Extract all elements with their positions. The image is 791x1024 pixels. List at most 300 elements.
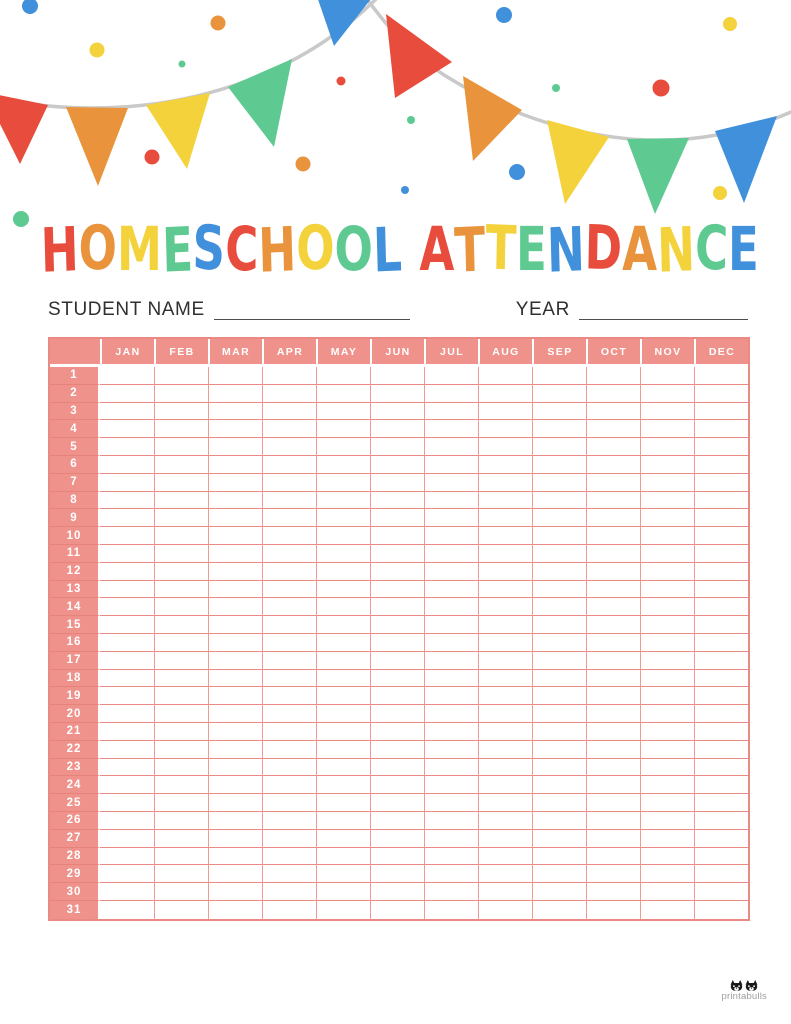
attendance-cell-nov-13[interactable] [640,581,694,599]
attendance-cell-feb-11[interactable] [154,545,208,563]
attendance-cell-jun-31[interactable] [370,901,424,919]
attendance-cell-sep-11[interactable] [532,545,586,563]
attendance-cell-jul-30[interactable] [424,883,478,901]
attendance-cell-jan-11[interactable] [100,545,154,563]
attendance-cell-dec-30[interactable] [694,883,748,901]
attendance-cell-feb-3[interactable] [154,403,208,421]
attendance-cell-apr-5[interactable] [262,438,316,456]
attendance-cell-jul-7[interactable] [424,474,478,492]
attendance-cell-feb-5[interactable] [154,438,208,456]
attendance-cell-feb-22[interactable] [154,741,208,759]
attendance-cell-feb-18[interactable] [154,670,208,688]
attendance-cell-nov-28[interactable] [640,848,694,866]
attendance-cell-nov-20[interactable] [640,705,694,723]
attendance-cell-aug-4[interactable] [478,420,532,438]
attendance-cell-apr-16[interactable] [262,634,316,652]
attendance-cell-oct-5[interactable] [586,438,640,456]
attendance-cell-jul-21[interactable] [424,723,478,741]
attendance-cell-dec-6[interactable] [694,456,748,474]
attendance-cell-may-12[interactable] [316,563,370,581]
attendance-cell-oct-24[interactable] [586,776,640,794]
attendance-cell-oct-20[interactable] [586,705,640,723]
attendance-cell-aug-1[interactable] [478,367,532,385]
attendance-cell-feb-24[interactable] [154,776,208,794]
attendance-cell-jan-6[interactable] [100,456,154,474]
attendance-cell-apr-20[interactable] [262,705,316,723]
attendance-cell-aug-3[interactable] [478,403,532,421]
attendance-cell-dec-27[interactable] [694,830,748,848]
attendance-cell-jul-4[interactable] [424,420,478,438]
attendance-cell-jan-13[interactable] [100,581,154,599]
attendance-cell-apr-19[interactable] [262,687,316,705]
attendance-cell-nov-27[interactable] [640,830,694,848]
attendance-cell-sep-15[interactable] [532,616,586,634]
attendance-cell-apr-23[interactable] [262,759,316,777]
attendance-cell-may-11[interactable] [316,545,370,563]
attendance-cell-mar-21[interactable] [208,723,262,741]
attendance-cell-dec-21[interactable] [694,723,748,741]
attendance-cell-jul-6[interactable] [424,456,478,474]
attendance-cell-mar-5[interactable] [208,438,262,456]
attendance-cell-jul-31[interactable] [424,901,478,919]
attendance-cell-aug-26[interactable] [478,812,532,830]
attendance-cell-jun-13[interactable] [370,581,424,599]
attendance-cell-aug-14[interactable] [478,598,532,616]
attendance-cell-mar-17[interactable] [208,652,262,670]
attendance-cell-nov-19[interactable] [640,687,694,705]
attendance-cell-mar-29[interactable] [208,865,262,883]
attendance-cell-jun-3[interactable] [370,403,424,421]
attendance-cell-jan-21[interactable] [100,723,154,741]
attendance-cell-jul-17[interactable] [424,652,478,670]
attendance-cell-nov-6[interactable] [640,456,694,474]
attendance-cell-jun-21[interactable] [370,723,424,741]
attendance-cell-may-24[interactable] [316,776,370,794]
attendance-cell-dec-19[interactable] [694,687,748,705]
attendance-cell-apr-9[interactable] [262,509,316,527]
attendance-cell-jan-1[interactable] [100,367,154,385]
attendance-cell-mar-10[interactable] [208,527,262,545]
attendance-cell-may-13[interactable] [316,581,370,599]
attendance-cell-jul-11[interactable] [424,545,478,563]
attendance-cell-oct-11[interactable] [586,545,640,563]
attendance-cell-apr-24[interactable] [262,776,316,794]
attendance-cell-jun-10[interactable] [370,527,424,545]
attendance-cell-jun-29[interactable] [370,865,424,883]
attendance-cell-apr-13[interactable] [262,581,316,599]
attendance-cell-dec-1[interactable] [694,367,748,385]
attendance-cell-jun-27[interactable] [370,830,424,848]
attendance-cell-jan-26[interactable] [100,812,154,830]
attendance-cell-nov-2[interactable] [640,385,694,403]
attendance-cell-feb-26[interactable] [154,812,208,830]
attendance-cell-oct-9[interactable] [586,509,640,527]
attendance-cell-apr-1[interactable] [262,367,316,385]
attendance-cell-jul-14[interactable] [424,598,478,616]
attendance-cell-jan-19[interactable] [100,687,154,705]
attendance-cell-oct-23[interactable] [586,759,640,777]
attendance-cell-feb-7[interactable] [154,474,208,492]
attendance-cell-jan-24[interactable] [100,776,154,794]
attendance-cell-dec-17[interactable] [694,652,748,670]
attendance-cell-mar-8[interactable] [208,492,262,510]
attendance-cell-mar-12[interactable] [208,563,262,581]
attendance-cell-oct-1[interactable] [586,367,640,385]
attendance-cell-sep-14[interactable] [532,598,586,616]
attendance-cell-nov-12[interactable] [640,563,694,581]
attendance-cell-jan-10[interactable] [100,527,154,545]
attendance-cell-jan-7[interactable] [100,474,154,492]
attendance-cell-sep-16[interactable] [532,634,586,652]
attendance-cell-feb-2[interactable] [154,385,208,403]
attendance-cell-aug-7[interactable] [478,474,532,492]
attendance-cell-jan-5[interactable] [100,438,154,456]
attendance-cell-mar-30[interactable] [208,883,262,901]
attendance-cell-sep-10[interactable] [532,527,586,545]
attendance-cell-mar-24[interactable] [208,776,262,794]
attendance-cell-dec-11[interactable] [694,545,748,563]
attendance-cell-aug-6[interactable] [478,456,532,474]
attendance-cell-nov-30[interactable] [640,883,694,901]
attendance-cell-dec-4[interactable] [694,420,748,438]
attendance-cell-jul-5[interactable] [424,438,478,456]
attendance-cell-mar-28[interactable] [208,848,262,866]
attendance-cell-may-15[interactable] [316,616,370,634]
attendance-cell-aug-11[interactable] [478,545,532,563]
attendance-cell-jan-3[interactable] [100,403,154,421]
attendance-cell-sep-4[interactable] [532,420,586,438]
attendance-cell-dec-22[interactable] [694,741,748,759]
attendance-cell-oct-19[interactable] [586,687,640,705]
attendance-cell-may-10[interactable] [316,527,370,545]
attendance-cell-nov-15[interactable] [640,616,694,634]
attendance-cell-may-14[interactable] [316,598,370,616]
attendance-cell-jun-6[interactable] [370,456,424,474]
attendance-cell-dec-3[interactable] [694,403,748,421]
attendance-cell-jul-29[interactable] [424,865,478,883]
attendance-cell-jun-4[interactable] [370,420,424,438]
attendance-cell-dec-28[interactable] [694,848,748,866]
attendance-cell-sep-28[interactable] [532,848,586,866]
attendance-cell-aug-21[interactable] [478,723,532,741]
attendance-cell-may-25[interactable] [316,794,370,812]
attendance-cell-apr-18[interactable] [262,670,316,688]
attendance-cell-sep-7[interactable] [532,474,586,492]
attendance-cell-oct-27[interactable] [586,830,640,848]
attendance-cell-aug-30[interactable] [478,883,532,901]
attendance-cell-jan-31[interactable] [100,901,154,919]
attendance-cell-jun-25[interactable] [370,794,424,812]
attendance-cell-sep-12[interactable] [532,563,586,581]
attendance-cell-feb-1[interactable] [154,367,208,385]
attendance-cell-feb-20[interactable] [154,705,208,723]
attendance-cell-mar-9[interactable] [208,509,262,527]
attendance-cell-apr-10[interactable] [262,527,316,545]
attendance-cell-jan-18[interactable] [100,670,154,688]
attendance-cell-nov-16[interactable] [640,634,694,652]
attendance-cell-may-30[interactable] [316,883,370,901]
attendance-cell-jun-8[interactable] [370,492,424,510]
attendance-cell-aug-19[interactable] [478,687,532,705]
attendance-cell-feb-14[interactable] [154,598,208,616]
attendance-cell-jul-16[interactable] [424,634,478,652]
attendance-cell-apr-12[interactable] [262,563,316,581]
attendance-cell-oct-8[interactable] [586,492,640,510]
attendance-cell-aug-25[interactable] [478,794,532,812]
attendance-cell-sep-27[interactable] [532,830,586,848]
attendance-cell-oct-25[interactable] [586,794,640,812]
attendance-cell-oct-18[interactable] [586,670,640,688]
attendance-cell-dec-18[interactable] [694,670,748,688]
attendance-cell-mar-27[interactable] [208,830,262,848]
attendance-cell-feb-4[interactable] [154,420,208,438]
attendance-cell-nov-25[interactable] [640,794,694,812]
attendance-cell-oct-7[interactable] [586,474,640,492]
attendance-cell-jul-23[interactable] [424,759,478,777]
attendance-cell-oct-6[interactable] [586,456,640,474]
attendance-cell-sep-22[interactable] [532,741,586,759]
attendance-cell-dec-5[interactable] [694,438,748,456]
attendance-cell-feb-27[interactable] [154,830,208,848]
attendance-cell-oct-17[interactable] [586,652,640,670]
attendance-cell-sep-21[interactable] [532,723,586,741]
attendance-cell-may-22[interactable] [316,741,370,759]
attendance-cell-feb-8[interactable] [154,492,208,510]
attendance-cell-feb-12[interactable] [154,563,208,581]
attendance-cell-jan-8[interactable] [100,492,154,510]
student-name-input-line[interactable] [214,303,410,320]
attendance-cell-dec-15[interactable] [694,616,748,634]
attendance-cell-may-3[interactable] [316,403,370,421]
attendance-cell-jul-28[interactable] [424,848,478,866]
attendance-cell-jul-18[interactable] [424,670,478,688]
attendance-cell-jul-1[interactable] [424,367,478,385]
attendance-cell-apr-4[interactable] [262,420,316,438]
attendance-cell-nov-11[interactable] [640,545,694,563]
attendance-cell-sep-2[interactable] [532,385,586,403]
attendance-cell-oct-2[interactable] [586,385,640,403]
attendance-cell-nov-3[interactable] [640,403,694,421]
attendance-cell-aug-28[interactable] [478,848,532,866]
attendance-cell-dec-20[interactable] [694,705,748,723]
attendance-cell-jul-2[interactable] [424,385,478,403]
attendance-cell-jan-2[interactable] [100,385,154,403]
attendance-cell-apr-7[interactable] [262,474,316,492]
attendance-cell-feb-21[interactable] [154,723,208,741]
attendance-cell-aug-22[interactable] [478,741,532,759]
attendance-cell-jul-8[interactable] [424,492,478,510]
attendance-cell-aug-23[interactable] [478,759,532,777]
attendance-cell-nov-5[interactable] [640,438,694,456]
attendance-cell-dec-29[interactable] [694,865,748,883]
attendance-cell-nov-26[interactable] [640,812,694,830]
attendance-cell-mar-18[interactable] [208,670,262,688]
attendance-cell-may-26[interactable] [316,812,370,830]
attendance-cell-jul-27[interactable] [424,830,478,848]
attendance-cell-dec-7[interactable] [694,474,748,492]
attendance-cell-apr-15[interactable] [262,616,316,634]
attendance-cell-sep-20[interactable] [532,705,586,723]
attendance-cell-apr-17[interactable] [262,652,316,670]
attendance-cell-aug-17[interactable] [478,652,532,670]
attendance-cell-dec-2[interactable] [694,385,748,403]
attendance-cell-aug-18[interactable] [478,670,532,688]
attendance-cell-feb-31[interactable] [154,901,208,919]
attendance-cell-sep-13[interactable] [532,581,586,599]
attendance-cell-jun-5[interactable] [370,438,424,456]
year-input-line[interactable] [579,303,748,320]
attendance-cell-sep-6[interactable] [532,456,586,474]
attendance-cell-oct-31[interactable] [586,901,640,919]
attendance-cell-jul-24[interactable] [424,776,478,794]
attendance-cell-jun-23[interactable] [370,759,424,777]
attendance-cell-apr-31[interactable] [262,901,316,919]
attendance-cell-aug-29[interactable] [478,865,532,883]
attendance-cell-jun-1[interactable] [370,367,424,385]
attendance-cell-apr-2[interactable] [262,385,316,403]
attendance-cell-jan-14[interactable] [100,598,154,616]
attendance-cell-feb-29[interactable] [154,865,208,883]
attendance-cell-mar-13[interactable] [208,581,262,599]
attendance-cell-dec-23[interactable] [694,759,748,777]
attendance-cell-apr-22[interactable] [262,741,316,759]
attendance-cell-nov-24[interactable] [640,776,694,794]
attendance-cell-aug-8[interactable] [478,492,532,510]
attendance-cell-apr-30[interactable] [262,883,316,901]
attendance-cell-jan-9[interactable] [100,509,154,527]
attendance-cell-oct-15[interactable] [586,616,640,634]
attendance-cell-jun-12[interactable] [370,563,424,581]
attendance-cell-sep-23[interactable] [532,759,586,777]
attendance-cell-jan-17[interactable] [100,652,154,670]
attendance-cell-sep-25[interactable] [532,794,586,812]
attendance-cell-jun-26[interactable] [370,812,424,830]
attendance-cell-may-19[interactable] [316,687,370,705]
attendance-cell-nov-10[interactable] [640,527,694,545]
attendance-cell-feb-6[interactable] [154,456,208,474]
attendance-cell-may-20[interactable] [316,705,370,723]
attendance-cell-oct-26[interactable] [586,812,640,830]
attendance-cell-jan-27[interactable] [100,830,154,848]
attendance-cell-feb-28[interactable] [154,848,208,866]
attendance-cell-feb-17[interactable] [154,652,208,670]
attendance-cell-feb-30[interactable] [154,883,208,901]
attendance-cell-mar-15[interactable] [208,616,262,634]
attendance-cell-apr-29[interactable] [262,865,316,883]
attendance-cell-feb-15[interactable] [154,616,208,634]
attendance-cell-mar-7[interactable] [208,474,262,492]
attendance-cell-apr-25[interactable] [262,794,316,812]
attendance-cell-jul-13[interactable] [424,581,478,599]
attendance-cell-jun-20[interactable] [370,705,424,723]
attendance-cell-oct-12[interactable] [586,563,640,581]
attendance-cell-jan-29[interactable] [100,865,154,883]
attendance-cell-aug-2[interactable] [478,385,532,403]
attendance-cell-aug-16[interactable] [478,634,532,652]
attendance-cell-jul-22[interactable] [424,741,478,759]
attendance-cell-jul-10[interactable] [424,527,478,545]
attendance-cell-mar-11[interactable] [208,545,262,563]
attendance-cell-mar-22[interactable] [208,741,262,759]
attendance-cell-may-28[interactable] [316,848,370,866]
attendance-cell-feb-19[interactable] [154,687,208,705]
attendance-cell-jan-23[interactable] [100,759,154,777]
attendance-cell-nov-4[interactable] [640,420,694,438]
attendance-cell-mar-6[interactable] [208,456,262,474]
attendance-cell-jan-12[interactable] [100,563,154,581]
attendance-cell-oct-28[interactable] [586,848,640,866]
attendance-cell-nov-17[interactable] [640,652,694,670]
attendance-cell-oct-3[interactable] [586,403,640,421]
attendance-cell-may-18[interactable] [316,670,370,688]
attendance-cell-aug-9[interactable] [478,509,532,527]
attendance-cell-sep-18[interactable] [532,670,586,688]
attendance-cell-jun-2[interactable] [370,385,424,403]
attendance-cell-mar-1[interactable] [208,367,262,385]
attendance-cell-may-23[interactable] [316,759,370,777]
attendance-cell-may-9[interactable] [316,509,370,527]
attendance-cell-nov-23[interactable] [640,759,694,777]
attendance-cell-aug-24[interactable] [478,776,532,794]
attendance-cell-jun-7[interactable] [370,474,424,492]
attendance-cell-aug-27[interactable] [478,830,532,848]
attendance-cell-oct-10[interactable] [586,527,640,545]
attendance-cell-jun-19[interactable] [370,687,424,705]
attendance-cell-dec-16[interactable] [694,634,748,652]
attendance-cell-aug-31[interactable] [478,901,532,919]
attendance-cell-jul-3[interactable] [424,403,478,421]
attendance-cell-jun-9[interactable] [370,509,424,527]
attendance-cell-nov-21[interactable] [640,723,694,741]
attendance-cell-nov-31[interactable] [640,901,694,919]
attendance-cell-jun-22[interactable] [370,741,424,759]
attendance-cell-aug-15[interactable] [478,616,532,634]
attendance-cell-nov-18[interactable] [640,670,694,688]
attendance-cell-jul-20[interactable] [424,705,478,723]
attendance-cell-oct-21[interactable] [586,723,640,741]
attendance-cell-aug-20[interactable] [478,705,532,723]
attendance-cell-jul-15[interactable] [424,616,478,634]
attendance-cell-apr-21[interactable] [262,723,316,741]
attendance-cell-oct-22[interactable] [586,741,640,759]
attendance-cell-mar-2[interactable] [208,385,262,403]
attendance-cell-may-6[interactable] [316,456,370,474]
attendance-cell-mar-20[interactable] [208,705,262,723]
attendance-cell-apr-6[interactable] [262,456,316,474]
attendance-cell-aug-12[interactable] [478,563,532,581]
attendance-cell-dec-14[interactable] [694,598,748,616]
attendance-cell-oct-4[interactable] [586,420,640,438]
attendance-cell-feb-10[interactable] [154,527,208,545]
attendance-cell-aug-10[interactable] [478,527,532,545]
attendance-cell-apr-11[interactable] [262,545,316,563]
attendance-cell-feb-13[interactable] [154,581,208,599]
attendance-cell-sep-31[interactable] [532,901,586,919]
attendance-cell-mar-4[interactable] [208,420,262,438]
attendance-cell-oct-30[interactable] [586,883,640,901]
attendance-cell-dec-10[interactable] [694,527,748,545]
attendance-cell-sep-26[interactable] [532,812,586,830]
attendance-cell-apr-27[interactable] [262,830,316,848]
attendance-cell-oct-14[interactable] [586,598,640,616]
attendance-cell-nov-14[interactable] [640,598,694,616]
attendance-cell-jun-30[interactable] [370,883,424,901]
attendance-cell-jan-25[interactable] [100,794,154,812]
attendance-cell-nov-22[interactable] [640,741,694,759]
attendance-cell-jul-25[interactable] [424,794,478,812]
attendance-cell-may-31[interactable] [316,901,370,919]
attendance-cell-mar-31[interactable] [208,901,262,919]
